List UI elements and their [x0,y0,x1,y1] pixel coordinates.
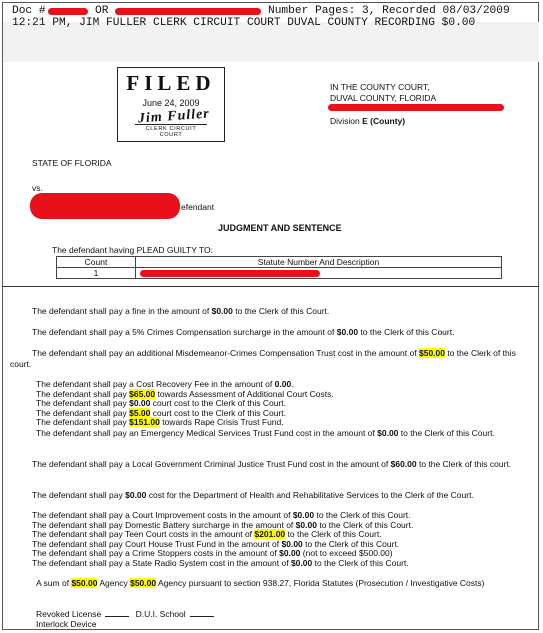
lgcj-paragraph: The defendant shall pay a Local Government Criminal Justice Trust Fund cost in the amount of $60.00 to the Clerk of this court. [32,459,512,469]
court-line-2: DUVAL COUNTY, FLORIDA [330,93,437,103]
cost-lines-group-1 [10,380,531,428]
recording-header-pages: Number Pages: 3, Recorded 08/03/2009 [268,5,510,17]
clerk-title: CLERK CIRCUIT COURT [135,124,207,138]
division-line [330,116,405,126]
interlock-line: Interlock Device [36,619,97,628]
state-of-florida: STATE OF FLORIDA [32,158,112,168]
recording-header-or: OR [95,5,109,17]
state-radio-line: The defendant shall pay a State Radio System cost in the amount of $0.00 to the Clerk of this Court. [32,557,409,568]
counts-table [56,256,502,279]
cost-recovery-line: The defendant shall pay a Cost Recovery Fee in the amount of 0.00. [36,379,294,389]
table-header-row [57,257,502,268]
count-cell: 1 [57,268,136,279]
dui-blank [190,616,214,617]
recording-header-line2: 12:21 PM, JIM FULLER CLERK CIRCUIT COURT DUVAL COUNTY RECORDING $0.00 [12,17,476,29]
section-separator [2,286,539,287]
additional-costs-line: The defendant shall pay $65.00 towards Assessment of Additional Court Costs. [36,388,334,399]
rape-crisis-line: The defendant shall pay $151.00 towards Rape Crisis Trust Fund. [36,417,284,428]
division-prefix: Division [330,116,360,126]
ems-paragraph: The defendant shall pay an Emergency Medical Services Trust Fund cost in the amount of $0.00 to the Clerk of this Court. [36,428,495,438]
statute-cell [136,268,502,279]
misdemeanor-paragraph: The defendant shall pay an additional Misdemeanor-Crimes Compensation Trust cost in the amount of $50.00 to the Clerk of this court. [10,348,516,369]
fine-paragraph: The defendant shall pay a fine in the amount of $0.00 to the Clerk of this Court. [32,306,330,316]
court-house-line: The defendant shall pay Court House Trust Fund in the amount of $0.00 to the Clerk of this Court. [32,538,400,549]
crime-stoppers-line: The defendant shall pay a Crime Stoppers costs in the amount of $0.00 (not to exceed $500.00) [32,548,393,559]
vs-label: vs. [32,183,43,193]
revoked-blank [105,616,129,617]
division-value: E (County) [362,116,406,126]
filed-stamp [117,67,225,142]
redaction-case-number [328,104,504,111]
cost-lines-group-2 [10,511,531,569]
plea-line: The defendant having PLEAD GUILTY TO: [52,245,213,255]
surcharge-paragraph: The defendant shall pay a 5% Crimes Compensation surcharge in the amount of $0.00 to the Clerk of this Court. [32,327,455,337]
redaction-or-book [115,8,261,15]
redaction-statute [140,270,320,277]
judgment-title: JUDGMENT AND SENTENCE [218,223,342,233]
clerk-signature: Jim Fuller [137,106,211,127]
sum-paragraph: A sum of $50.00 Agency $50.00 Agency pursuant to section 938.27, Florida Statutes (Prosecution / Investigative Costs) [36,578,485,588]
recording-header-doc: Doc # [12,5,46,17]
filed-date: June 24, 2009 [142,98,200,108]
court-cost-line-1: The defendant shall pay $0.00 court cost to the Clerk of this Court. [36,398,286,409]
statute-header: Statute Number And Description [136,257,502,268]
table-row [57,268,502,279]
license-line: Revoked License D.U.I. School [10,609,531,620]
court-improvement-line: The defendant shall pay a Court Improvement costs in the amount of $0.00 to the Clerk of this Court. [32,510,411,520]
redaction-defendant-name [30,193,180,219]
filed-label: FILED [126,71,216,95]
dhrs-paragraph: The defendant shall pay $0.00 cost for the Department of Health and Rehabilitative Services to the Clerk of the Court. [32,490,474,500]
teen-court-line: The defendant shall pay Teen Court costs in the amount of $201.00 to the Clerk of this Court. [32,529,382,540]
court-line-1: IN THE COUNTY COURT, [330,82,430,92]
redaction-doc-number [48,8,88,15]
count-header: Count [57,257,136,268]
court-cost-line-2: The defendant shall pay $5.00 court cost to the Clerk of this Court. [36,407,286,418]
domestic-battery-line: The defendant shall pay Domestic Battery surcharge in the amount of $0.00 to the Clerk of this Court. [32,519,414,530]
defendant-label: efendant [181,202,215,212]
